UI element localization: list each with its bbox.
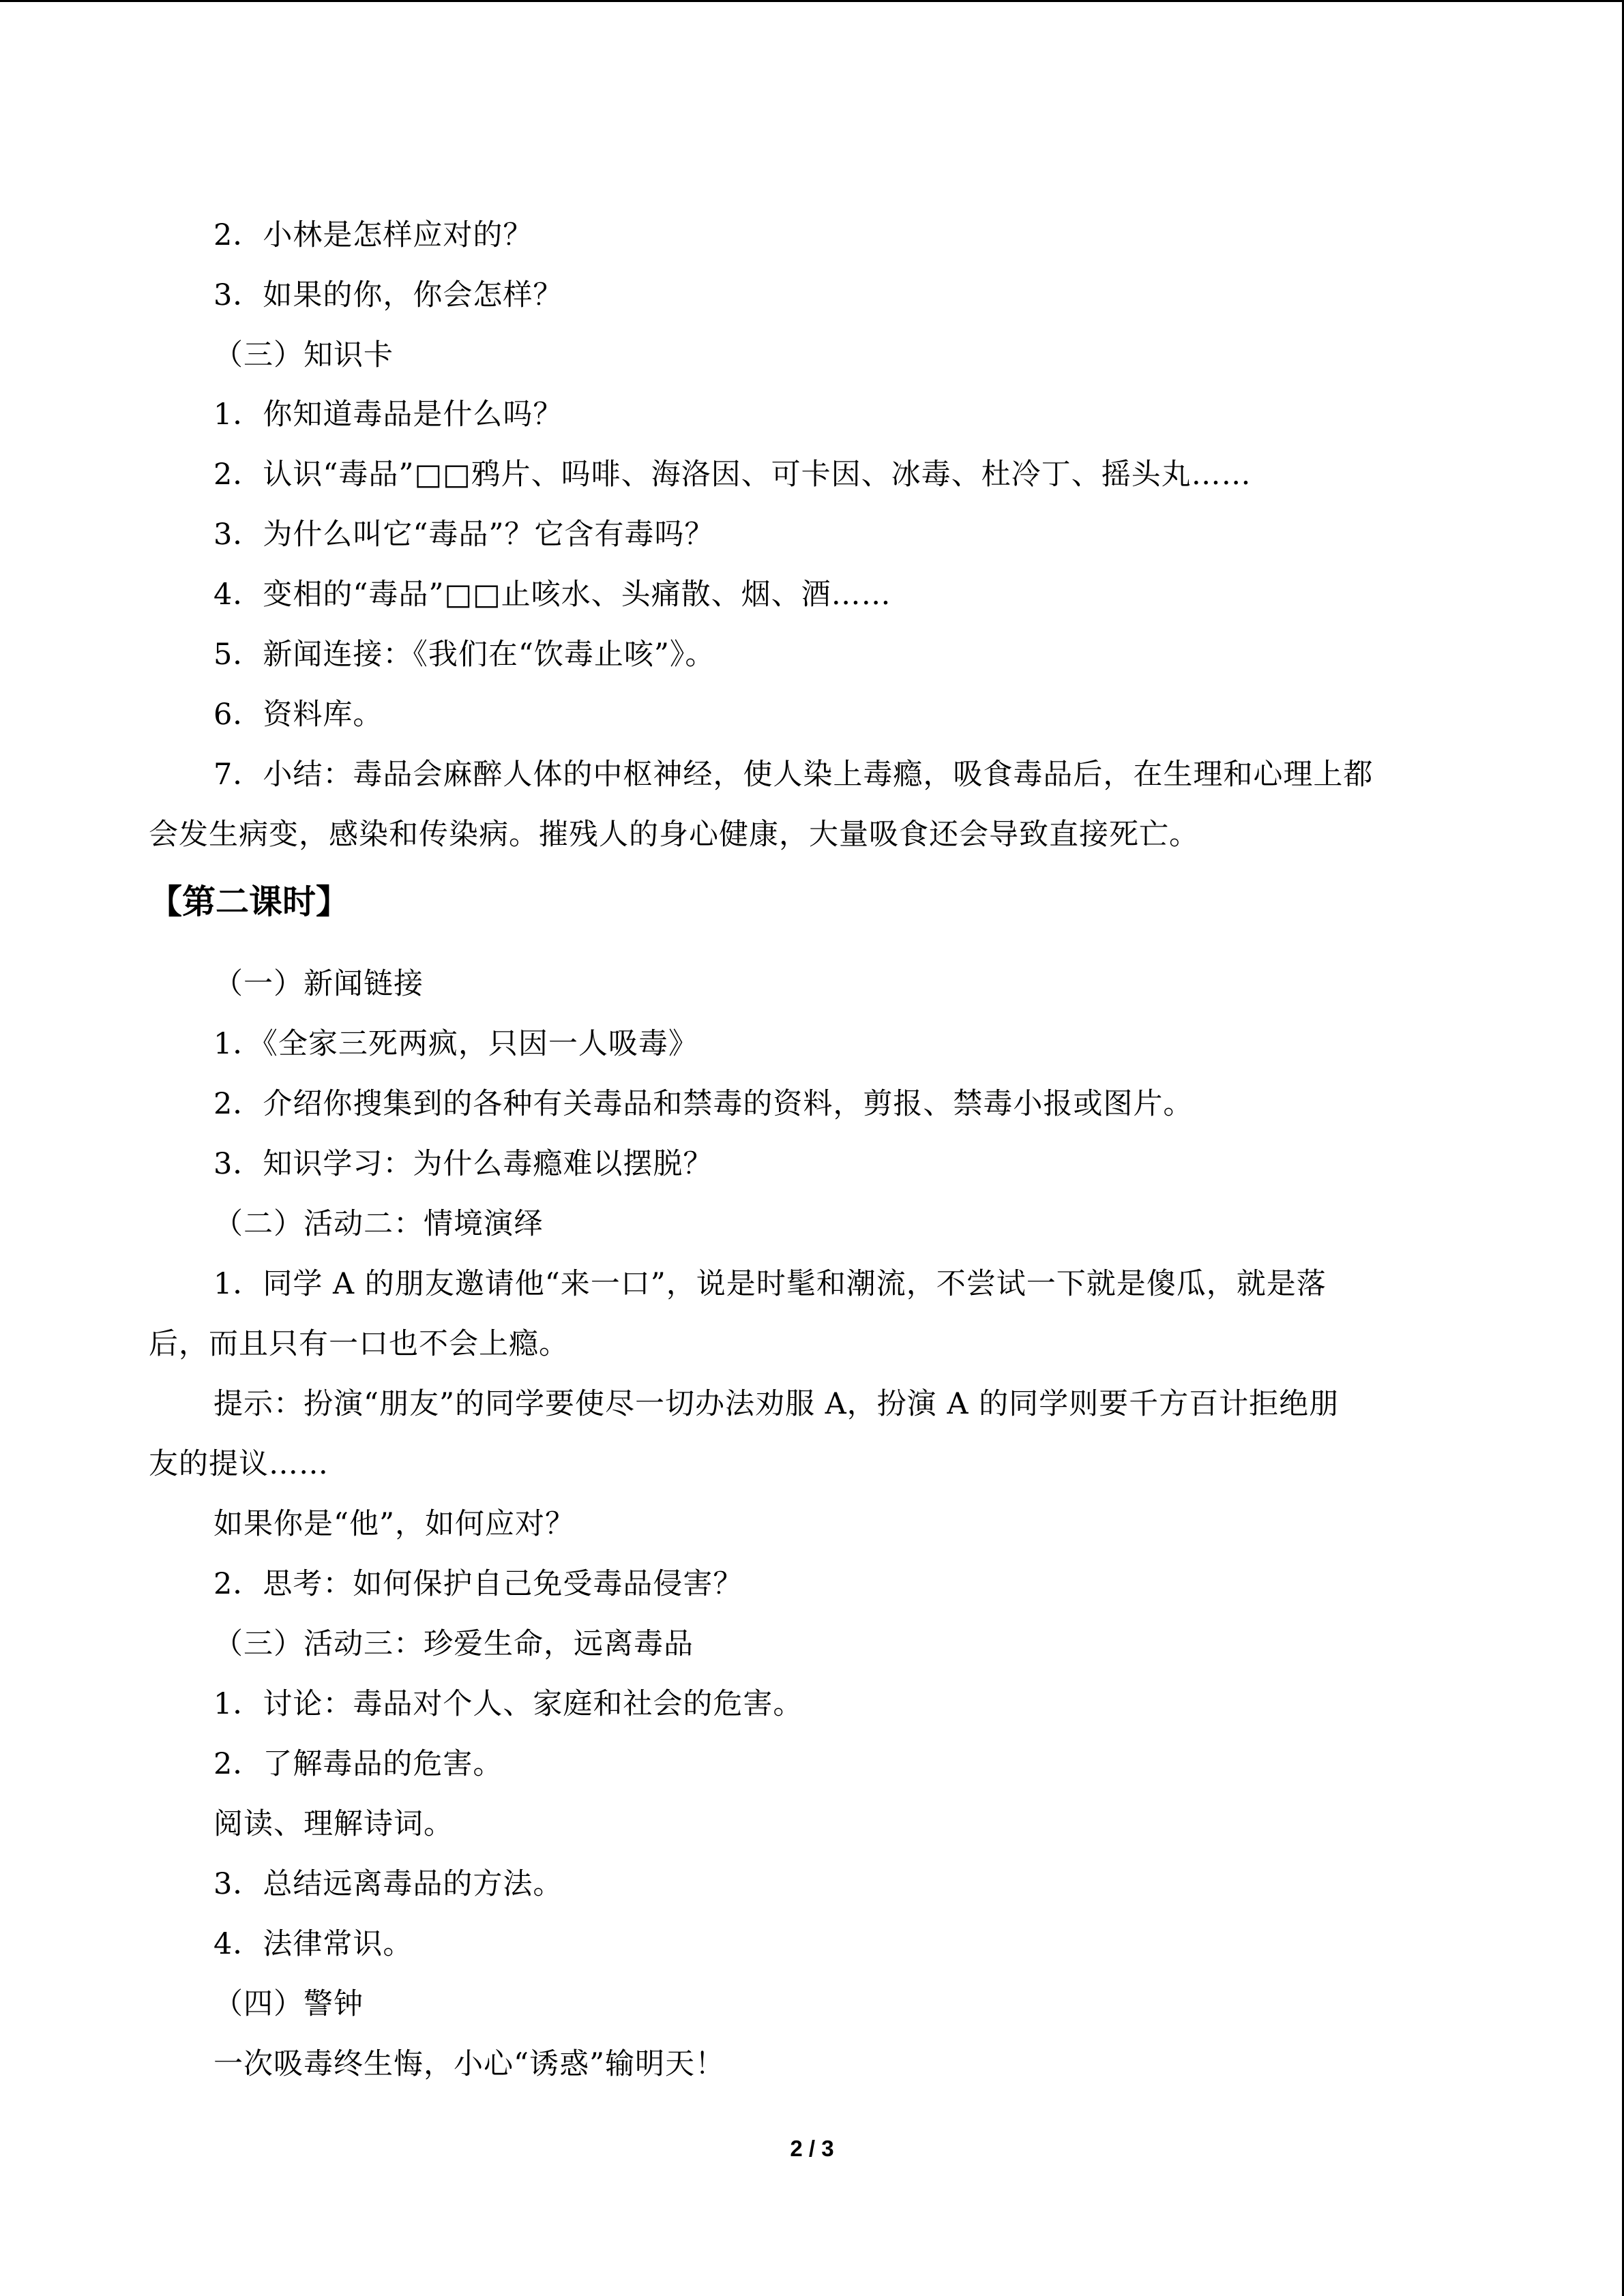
text-line: 1．同学 A 的朋友邀请他“来一口”，说是时髦和潮流，不尝试一下就是傻瓜，就是落 bbox=[213, 1267, 1327, 1301]
subsection-title: （二）活动二：情境演绎 bbox=[213, 1207, 544, 1241]
section-heading: 【第二课时】 bbox=[149, 882, 350, 921]
text-line: 如果你是“他”，如何应对？ bbox=[213, 1507, 575, 1541]
text-line: 1．你知道毒品是什么吗？ bbox=[213, 398, 563, 432]
text-line: 2．认识“毒品”□□鸦片、吗啡、海洛因、可卡因、冰毒、杜冷丁、摇头丸…… bbox=[213, 458, 1252, 492]
text-line: 3．如果的你，你会怎样？ bbox=[213, 278, 563, 312]
subsection-title: （三）知识卡 bbox=[213, 338, 394, 372]
text-line: 2．介绍你搜集到的各种有关毒品和禁毒的资料，剪报、禁毒小报或图片。 bbox=[213, 1087, 1194, 1121]
text-line: 4．法律常识。 bbox=[213, 1927, 413, 1961]
text-line: 7．小结：毒品会麻醉人体的中枢神经，使人染上毒瘾，吸食毒品后，在生理和心理上都 bbox=[213, 758, 1374, 792]
text-line: 提示：扮演“朋友”的同学要使尽一切办法劝服 A，扮演 A 的同学则要千方百计拒绝朋 bbox=[213, 1387, 1340, 1421]
text-line: 后，而且只有一口也不会上瘾。 bbox=[149, 1327, 569, 1361]
text-line: 5．新闻连接：《我们在“饮毒止咳”》。 bbox=[213, 638, 715, 672]
text-line: 友的提议…… bbox=[149, 1447, 329, 1481]
text-line: 3．知识学习：为什么毒瘾难以摆脱？ bbox=[213, 1147, 713, 1181]
subsection-title: （四）警钟 bbox=[213, 1987, 364, 2021]
text-line: 一次吸毒终生悔，小心“诱惑”输明天！ bbox=[213, 2047, 725, 2081]
text-line: 1．《全家三死两疯，只因一人吸毒》 bbox=[213, 1027, 698, 1061]
text-line: 阅读、理解诗词。 bbox=[213, 1807, 454, 1841]
text-line: 2．小林是怎样应对的？ bbox=[213, 218, 533, 252]
text-line: 6．资料库。 bbox=[213, 698, 383, 732]
text-line: 4．变相的“毒品”□□止咳水、头痛散、烟、酒…… bbox=[213, 578, 891, 612]
subsection-title: （三）活动三：珍爱生命，远离毒品 bbox=[213, 1627, 694, 1661]
text-line: 会发生病变，感染和传染病。摧残人的身心健康，大量吸食还会导致直接死亡。 bbox=[149, 818, 1199, 852]
text-line: 2．思考：如何保护自己免受毒品侵害？ bbox=[213, 1567, 743, 1601]
text-line: 3．为什么叫它“毒品”？它含有毒吗？ bbox=[213, 518, 715, 552]
text-line: 2．了解毒品的危害。 bbox=[213, 1747, 503, 1781]
text-line: 3．总结远离毒品的方法。 bbox=[213, 1867, 563, 1901]
page-number: 2 / 3 bbox=[790, 2136, 834, 2161]
subsection-title: （一）新闻链接 bbox=[213, 967, 424, 1001]
text-line: 1．讨论：毒品对个人、家庭和社会的危害。 bbox=[213, 1687, 803, 1721]
